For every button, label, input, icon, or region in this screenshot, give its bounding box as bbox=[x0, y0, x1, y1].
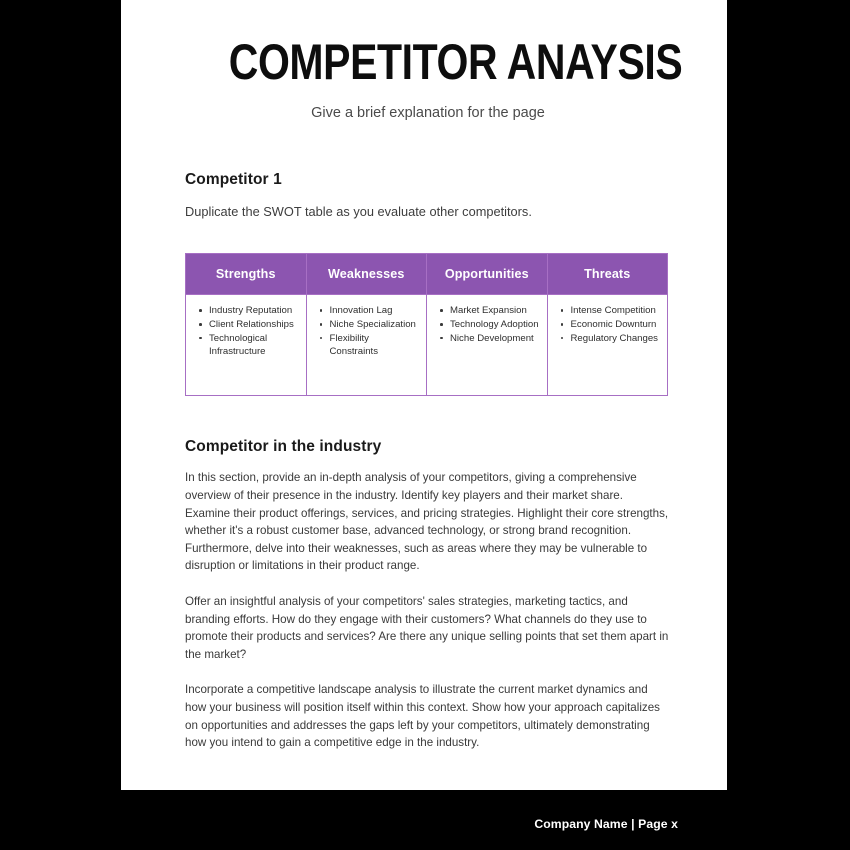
swot-table bbox=[185, 253, 668, 396]
page-content-column bbox=[185, 0, 683, 790]
industry-paragraph-2: Offer an insightful analysis of your competitors' sales strategies, marketing tactics, and branding efforts. How do they engage with their customers? What channels do they use to promote their products and services? Are there any unique selling points that set them apart in the market? bbox=[185, 595, 669, 661]
list-item: Technological Infrastructure bbox=[209, 332, 300, 359]
industry-paragraph-1: In this section, provide an in-depth analysis of your competitors, giving a comprehensive overview of their presence in the industry. Identify key players and their market share. Examine their product offerings, services, and pricing strategies. Highlight their core strengths, whether it's a robust customer base, advanced technology, or strong brand recognition. Furthermore, delve into their weaknesses, such as areas where they may be vulnerable to disruption or limitations in their product range. bbox=[185, 471, 669, 573]
swot-cell-strengths bbox=[186, 295, 307, 396]
swot-header-row bbox=[186, 254, 668, 295]
footer-bar bbox=[0, 790, 850, 850]
swot-list-strengths bbox=[186, 295, 306, 368]
swot-list-opportunities bbox=[427, 295, 547, 355]
swot-header-threats: Threats bbox=[547, 254, 668, 295]
list-item: Innovation Lag bbox=[330, 304, 421, 318]
swot-table-body bbox=[186, 295, 668, 396]
swot-list-weaknesses bbox=[307, 295, 427, 368]
list-item: Technology Adoption bbox=[450, 319, 539, 330]
list-item: Economic Downturn bbox=[571, 318, 662, 332]
swot-list-threats bbox=[548, 295, 668, 355]
swot-cell-weaknesses bbox=[306, 295, 427, 396]
list-item: Flexibility Constraints bbox=[330, 332, 421, 359]
list-item: Niche Specialization bbox=[330, 318, 421, 332]
list-item: Niche Development bbox=[450, 332, 541, 346]
swot-header-opportunities: Opportunities bbox=[427, 254, 548, 295]
swot-cell-threats bbox=[547, 295, 668, 396]
document-page bbox=[121, 0, 727, 790]
list-item: Industry Reputation bbox=[209, 304, 300, 318]
page-subtitle: Give a brief explanation for the page bbox=[311, 105, 545, 121]
competitor-heading: Competitor 1 bbox=[185, 170, 282, 188]
industry-paragraph-3: Incorporate a competitive landscape analysis to illustrate the current market dynamics and how your business will position itself within this context. Show how your approach capitalizes on opportunities and addresses the gaps left by your competitors, ultimately demonstrating how you intend to gain a competitive edge in the industry. bbox=[185, 683, 660, 750]
page-title: COMPETITOR ANAYSIS bbox=[228, 34, 683, 90]
list-item: Client Relationships bbox=[209, 318, 300, 332]
swot-cell-opportunities bbox=[427, 295, 548, 396]
industry-heading: Competitor in the industry bbox=[185, 438, 382, 456]
swot-header-strengths: Strengths bbox=[186, 254, 307, 295]
list-item: Regulatory Changes bbox=[571, 332, 662, 346]
swot-table-head bbox=[186, 254, 668, 295]
competitor-description: Duplicate the SWOT table as you evaluate other competitors. bbox=[185, 203, 532, 219]
footer-company-page-label: Company Name | Page x bbox=[534, 817, 678, 831]
list-item: Market Expansion bbox=[450, 304, 541, 318]
list-item: Intense Competition bbox=[571, 304, 662, 318]
swot-header-weaknesses: Weaknesses bbox=[306, 254, 427, 295]
table-row bbox=[186, 295, 668, 396]
